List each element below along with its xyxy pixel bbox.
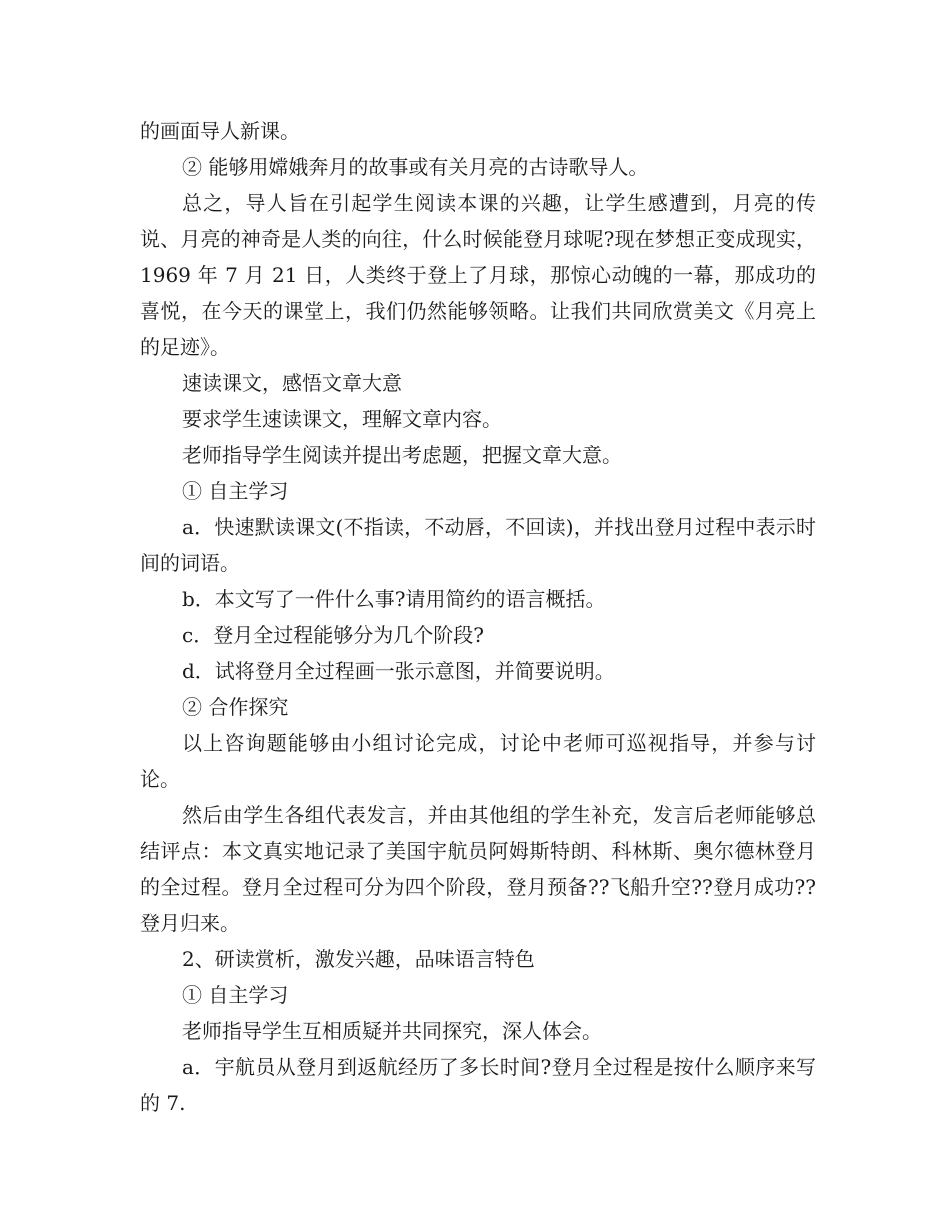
paragraph-summary: 总之，导人旨在引起学生阅读本课的兴趣，让学生感遭到，月亮的传说、月亮的神奇是人类的向往，什么时候能登月球呢?现在梦想正变成现实，1969 年 7 月 21 日，人类终于登上了月球，那惊心动魄的一幕，那成功的喜悦，在今天的课堂上，我们仍然能够领略。让我们共同欣赏美文《月亮上的足迹》。	[140, 191, 816, 359]
subheading-cooperation: ② 合作探究	[182, 695, 289, 719]
question-c: c．登月全过程能够分为几个阶段?	[182, 623, 484, 647]
question-a: a．快速默读课文(不指读，不动唇，不回读)，并找出登月过程中表示时间的词语。	[140, 515, 816, 575]
subheading-self-study-2: ① 自主学习	[182, 983, 289, 1007]
paragraph-teacher-guidance: 老师指导学生互相质疑并共同探究，深人体会。	[182, 1019, 602, 1043]
paragraph-guidance: 老师指导学生阅读并提出考虑题，把握文章大意。	[182, 443, 622, 467]
document-body	[140, 113, 816, 1121]
question-b: b．本文写了一件什么事?请用简约的语言概括。	[182, 587, 606, 611]
paragraph-intro-continuation: 的画面导人新课。	[140, 119, 300, 143]
question-d: d．试将登月全过程画一张示意图，并简要说明。	[182, 659, 615, 683]
subheading-self-study: ① 自主学习	[182, 479, 289, 503]
section-heading-analysis: 2、研读赏析，激发兴趣，品味语言特色	[182, 947, 535, 971]
paragraph-item-2: ② 能够用嫦娥奔月的故事或有关月亮的古诗歌导人。	[182, 155, 649, 179]
paragraph-discussion: 以上咨询题能够由小组讨论完成，讨论中老师可巡视指导，并参与讨论。	[140, 731, 816, 791]
paragraph-requirement: 要求学生速读课文，理解文章内容。	[182, 407, 502, 431]
section-heading-skim: 速读课文，感悟文章大意	[182, 371, 402, 395]
paragraph-conclusion: 然后由学生各组代表发言，并由其他组的学生补充，发言后老师能够总结评点：本文真实地记录了美国宇航员阿姆斯特朗、科林斯、奥尔德林登月的全过程。登月全过程可分为四个阶段，登月预备??飞船升空??登月成功??登月归来。	[140, 803, 816, 935]
question-a-2: a．宇航员从登月到返航经历了多长时间?登月全过程是按什么顺序来写的 7.	[140, 1055, 816, 1115]
